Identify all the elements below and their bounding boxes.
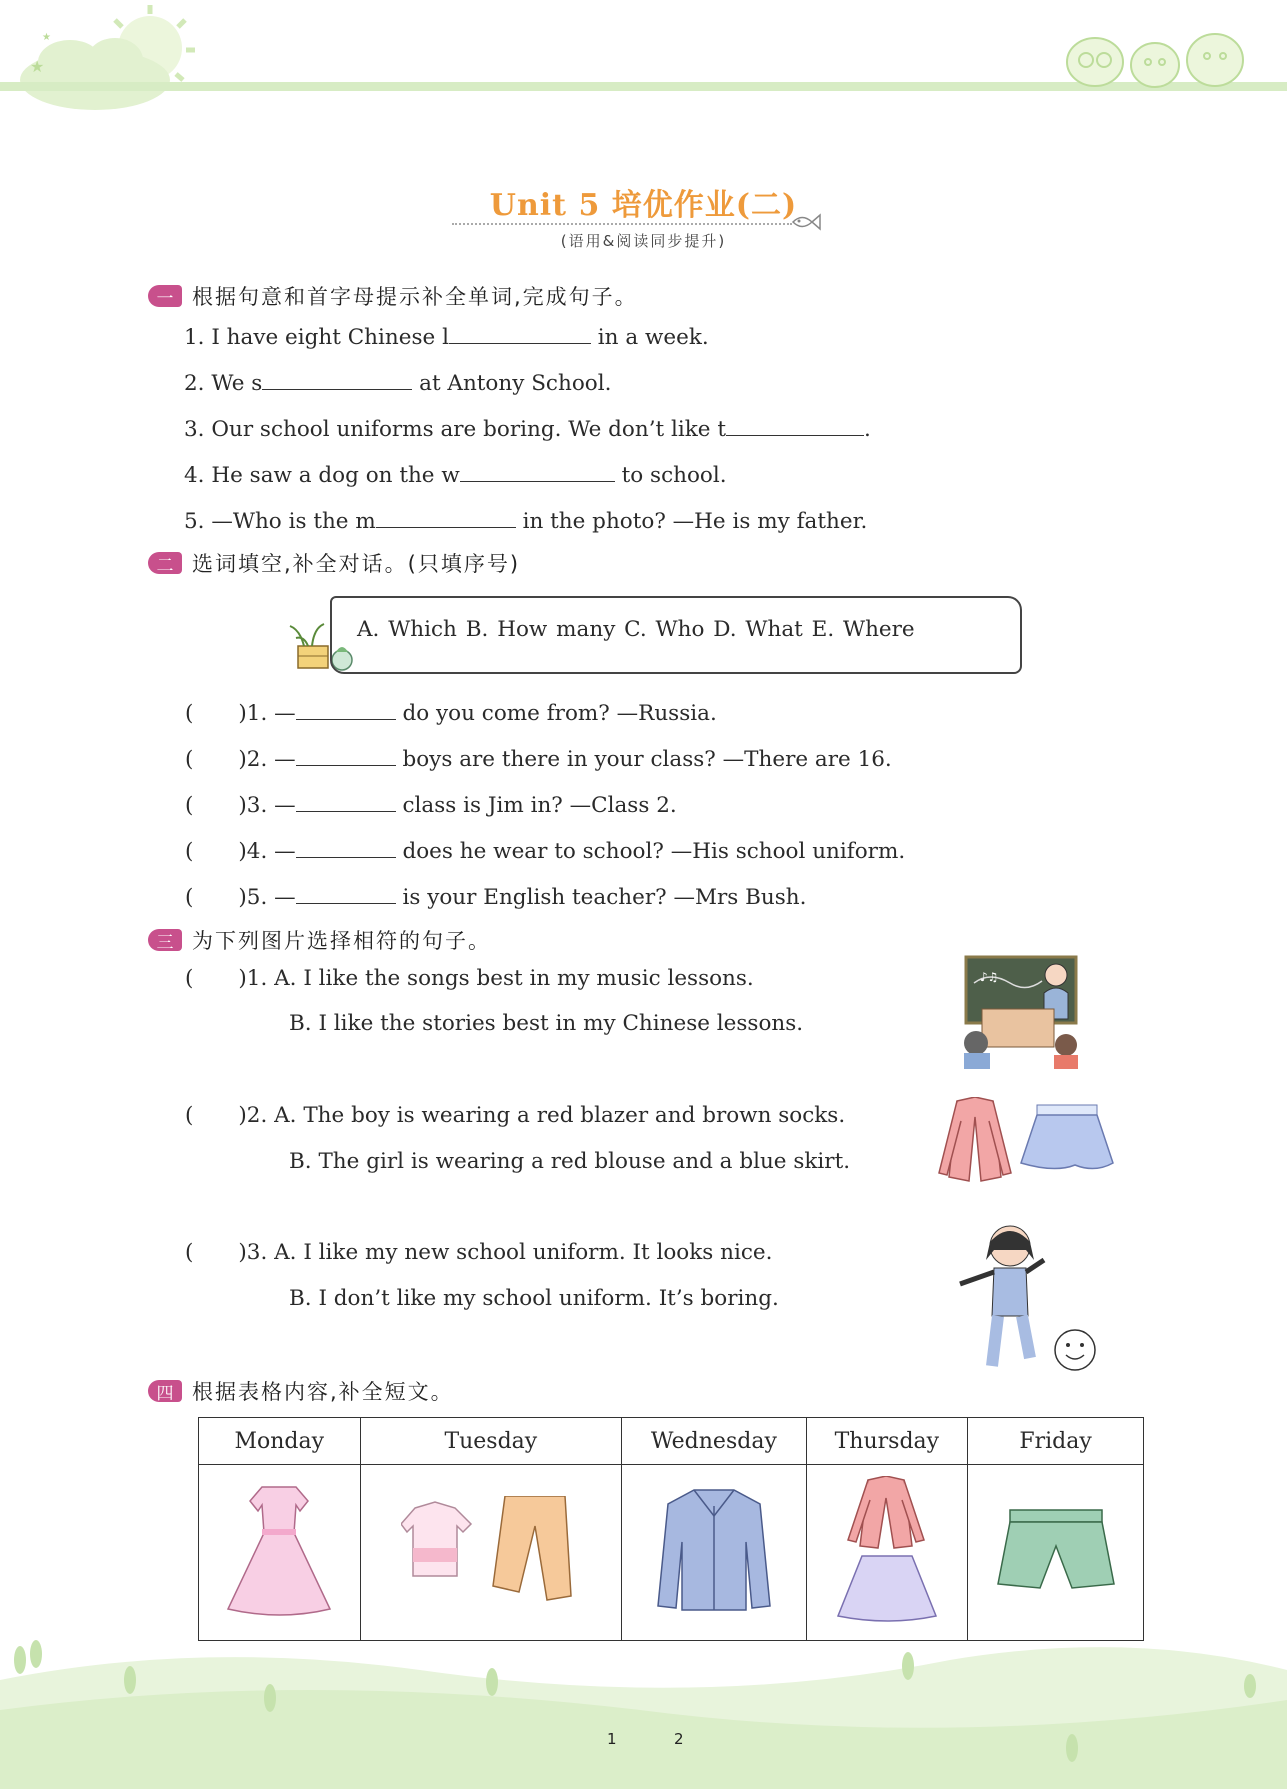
s2-item-1	[185, 697, 717, 726]
s3-paren-open-2: (	[185, 1103, 194, 1128]
s2-item-5	[185, 881, 807, 910]
s2-blank-1[interactable]	[296, 697, 396, 720]
s2-item-4	[185, 835, 905, 864]
s2-item-2-num: )2. —	[238, 747, 296, 772]
section-2-badge: 二	[148, 552, 182, 574]
s2-paren-open-3: (	[185, 793, 194, 818]
s1-item-1-tail: in a week.	[590, 325, 709, 350]
page-number-left: 1	[607, 1730, 617, 1748]
page-number-right: 2	[674, 1730, 684, 1748]
section-3-badge: 三	[148, 929, 182, 951]
shorts-picture	[996, 1506, 1116, 1596]
s2-item-5-num: )5. —	[238, 885, 296, 910]
s3-item-1-num: )1.	[238, 966, 268, 991]
s1-blank-2[interactable]	[262, 367, 412, 390]
s3-item-1	[185, 966, 754, 991]
word-options: A. Which B. How many C. Who D. What E. Where	[357, 617, 915, 642]
s1-blank-4[interactable]	[460, 459, 615, 482]
table-header-row	[199, 1418, 1144, 1465]
section-4-heading	[148, 1376, 454, 1406]
s1-item-4	[184, 459, 727, 488]
s2-item-1-num: )1. —	[238, 701, 296, 726]
footer-hills-decoration	[0, 1640, 1287, 1789]
s1-item-4-tail: to school.	[614, 463, 727, 488]
section-2-instruction: 选词填空,补全对话。(只填序号)	[192, 552, 521, 576]
s2-paren-open-2: (	[185, 747, 194, 772]
title-block	[0, 180, 1287, 251]
s1-item-3-tail: .	[864, 417, 871, 442]
s1-item-3	[184, 413, 871, 442]
s2-paren-open-4: (	[185, 839, 194, 864]
s2-blank-5[interactable]	[296, 881, 396, 904]
cloud-sun-decoration	[0, 0, 210, 115]
svg-text:★: ★	[42, 32, 51, 43]
svg-text:♪♫: ♪♫	[980, 970, 999, 984]
s2-item-2-text: boys are there in your class? —There are 16.	[395, 747, 892, 772]
dress-cell	[199, 1465, 361, 1641]
s2-blank-4[interactable]	[296, 835, 396, 858]
section-2-heading	[148, 548, 520, 578]
s3-item-2-option-a: A. The boy is wearing a red blazer and brown socks.	[274, 1103, 846, 1128]
s2-item-3-text: class is Jim in? —Class 2.	[395, 793, 677, 818]
svg-text:★: ★	[30, 57, 45, 76]
blouse-and-skirt-picture	[832, 1476, 942, 1626]
s1-blank-1[interactable]	[449, 321, 591, 344]
s1-item-2-text: 2. We s	[184, 371, 263, 396]
page-subtitle: (语用&阅读同步提升)	[560, 232, 727, 250]
animal-faces-decoration	[1060, 20, 1260, 90]
s3-paren-open-1: (	[185, 966, 194, 991]
s2-blank-2[interactable]	[296, 743, 396, 766]
s1-item-2-tail: at Antony School.	[412, 371, 612, 396]
clothes-schedule-table	[198, 1417, 1144, 1641]
s3-item-1-option-a: A. I like the songs best in my music lessons.	[274, 966, 754, 991]
table-header-cell: Monday	[199, 1418, 361, 1465]
shorts-cell	[968, 1465, 1144, 1641]
s3-paren-open-3: (	[185, 1240, 194, 1265]
s2-item-4-text: does he wear to school? —His school uniform.	[395, 839, 906, 864]
s2-item-2	[185, 743, 892, 772]
jacket-picture	[654, 1486, 774, 1616]
s1-item-2	[184, 367, 611, 396]
s2-paren-open-5: (	[185, 885, 194, 910]
section-1-instruction: 根据句意和首字母提示补全单词,完成句子。	[192, 285, 638, 309]
table-header-cell: Wednesday	[622, 1418, 806, 1465]
section-3-heading	[148, 925, 491, 955]
happy-girl-picture	[950, 1220, 1100, 1372]
s3-item-3-option-a: A. I like my new school uniform. It looks nice.	[274, 1240, 773, 1265]
s2-item-1-text: do you come from? —Russia.	[395, 701, 717, 726]
tshirt-and-trousers-picture	[401, 1496, 581, 1606]
s1-item-4-text: 4. He saw a dog on the w	[184, 463, 460, 488]
dress-picture	[224, 1481, 334, 1621]
title-dotted-line	[452, 223, 792, 225]
blouse-and-skirt-picture	[935, 1097, 1115, 1185]
section-3-instruction: 为下列图片选择相符的句子。	[192, 929, 491, 953]
s1-blank-3[interactable]	[726, 413, 864, 436]
table-header-cell: Thursday	[806, 1418, 968, 1465]
s3-item-2	[185, 1103, 845, 1128]
s3-item-3	[185, 1240, 772, 1265]
s3-item-3-num: )3.	[238, 1240, 268, 1265]
s1-item-5-text: 5. —Who is the m	[184, 509, 376, 534]
s1-blank-5[interactable]	[376, 505, 516, 528]
s3-item-2-num: )2.	[238, 1103, 268, 1128]
s1-item-1	[184, 321, 709, 350]
blouse-skirt-cell	[806, 1465, 968, 1641]
s1-item-5-tail: in the photo? —He is my father.	[515, 509, 868, 534]
s2-paren-open-1: (	[185, 701, 194, 726]
music-lesson-picture	[960, 953, 1085, 1071]
s1-item-3-text: 3. Our school uniforms are boring. We don’t like t	[184, 417, 726, 442]
section-4-badge: 四	[148, 1380, 182, 1402]
s3-item-3-option-b: B. I don’t like my school uniform. It’s boring.	[289, 1286, 779, 1311]
table-header-cell: Friday	[968, 1418, 1144, 1465]
s2-item-4-num: )4. —	[238, 839, 296, 864]
s2-blank-3[interactable]	[296, 789, 396, 812]
page-title: Unit 5 培优作业(二)	[489, 188, 798, 223]
s1-item-1-text: 1. I have eight Chinese l	[184, 325, 449, 350]
section-1-heading	[148, 281, 638, 311]
s2-item-3-num: )3. —	[238, 793, 296, 818]
table-row	[199, 1465, 1144, 1641]
section-1-badge: 一	[148, 285, 182, 307]
fish-icon	[790, 210, 822, 234]
s2-item-5-text: is your English teacher? —Mrs Bush.	[395, 885, 807, 910]
jacket-cell	[622, 1465, 806, 1641]
s1-item-5	[184, 505, 867, 534]
s3-item-2-option-b: B. The girl is wearing a red blouse and a blue skirt.	[289, 1149, 851, 1174]
table-header-cell: Tuesday	[360, 1418, 622, 1465]
tshirt-trousers-cell	[360, 1465, 622, 1641]
s3-item-1-option-b: B. I like the stories best in my Chinese lessons.	[289, 1011, 804, 1036]
section-4-instruction: 根据表格内容,补全短文。	[192, 1380, 454, 1404]
s2-item-3	[185, 789, 677, 818]
